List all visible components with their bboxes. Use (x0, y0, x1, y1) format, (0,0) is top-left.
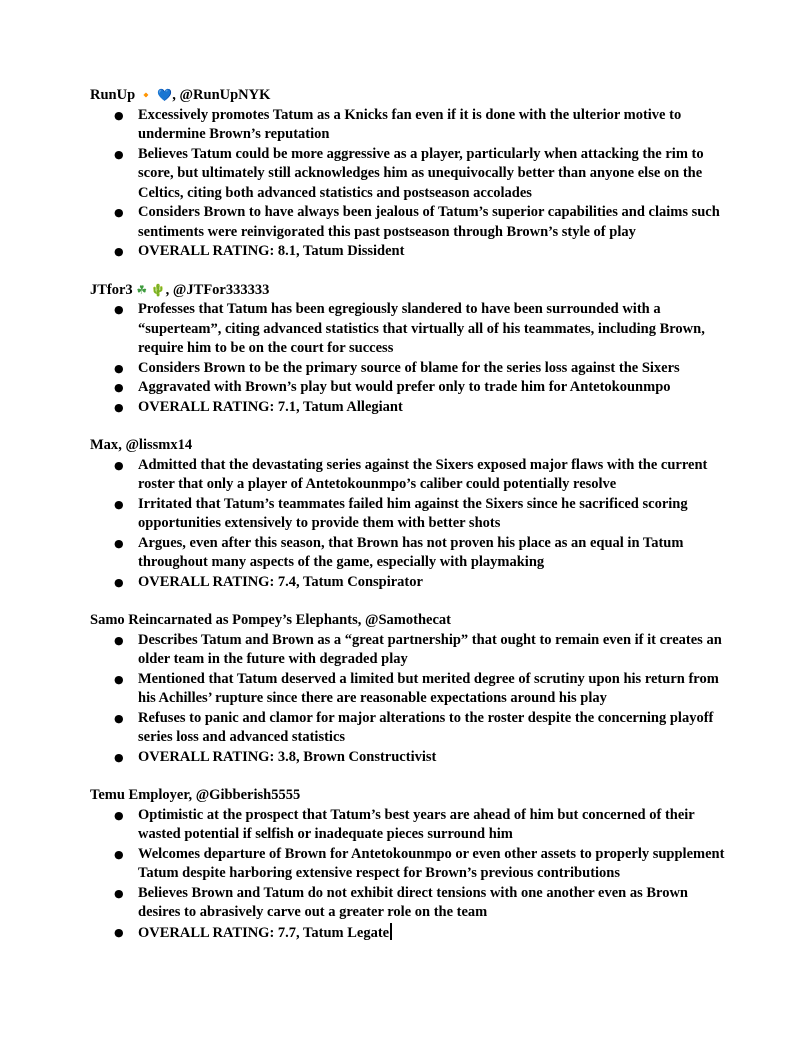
bullet-text: Optimistic at the prospect that Tatum’s best years are ahead of him but concerned of their wasted potential if selfish or inadequate pieces surround him (138, 806, 695, 842)
bullet-icon: ● (114, 381, 124, 394)
rating-text: OVERALL RATING: 7.7, Tatum Legate (138, 924, 390, 941)
bullet-list (90, 456, 730, 593)
bullet-icon: ● (114, 536, 124, 550)
bullet-text: Welcomes departure of Brown for Antetokounmpo or even other assets to properly supplement Tatum despite harboring extensive respect for Brown’s previous contributions (138, 845, 725, 881)
bullet-text: Aggravated with Brown’s play but would prefer only to trade him for Antetokounmpo (138, 379, 671, 395)
list-item (90, 203, 730, 242)
bullet-icon: ● (114, 497, 124, 511)
text-cursor (390, 923, 392, 940)
user-handle: @JTFor333333 (172, 281, 270, 298)
user-section-max (90, 436, 730, 592)
section-heading: Temu Employer, @Gibberish5555 (90, 787, 301, 803)
user-handle: @Gibberish5555 (195, 787, 301, 803)
list-item (90, 456, 730, 495)
cactus-icon: 🌵 (150, 282, 166, 297)
user-handle: @Samothecat (364, 612, 451, 628)
bullet-text: Considers Brown to be the primary source of blame for the series loss against the Sixers (138, 359, 680, 376)
list-item (90, 845, 730, 884)
bullet-icon: ● (114, 672, 124, 686)
list-item (90, 923, 730, 944)
list-item (90, 495, 730, 534)
list-item (90, 806, 730, 845)
user-name: Temu Employer (90, 787, 189, 803)
user-name: Samo Reincarnated as Pompey’s Elephants (90, 612, 358, 628)
rating-text: OVERALL RATING: 7.4, Tatum Conspirator (138, 573, 423, 590)
bullet-list (90, 806, 730, 944)
bullet-icon: ● (114, 925, 124, 939)
blue-heart-icon: 💙 (157, 88, 173, 102)
bullet-icon: ● (114, 847, 124, 861)
list-item (90, 378, 730, 398)
rating-text: OVERALL RATING: 7.1, Tatum Allegiant (138, 398, 403, 415)
bullet-icon: ● (114, 206, 124, 219)
bullet-text: Irritated that Tatum’s teammates failed him against the Sixers since he sacrificed scoring opportunities extensively to provide them with better shots (138, 495, 688, 531)
list-item (90, 573, 730, 593)
rating-text: OVERALL RATING: 3.8, Brown Constructivist (138, 748, 437, 765)
bullet-text: Believes Tatum could be more aggressive as a player, particularly when attacking the rim to score, but ultimately still acknowledges him as unequivocally better than anyone else on the Celtics, citing both advanced statistics and postseason accolades (138, 145, 704, 201)
bullet-text: Refuses to panic and clamor for major alterations to the roster despite the concerning playoff series loss and advanced statistics (138, 709, 714, 745)
section-heading: Samo Reincarnated as Pompey’s Elephants, @Samothecat (90, 612, 451, 628)
user-handle: @RunUpNYK (179, 87, 271, 103)
bullet-icon: ● (114, 108, 124, 122)
list-item (90, 709, 730, 748)
bullet-text: Argues, even after this season, that Brown has not proven his place as an equal in Tatum throughout many aspects of the game, especially with playmaking (138, 534, 684, 570)
section-heading: JTfor3 ☘ 🌵, @JTFor333333 (90, 281, 730, 301)
bullet-text: Professes that Tatum has been egregiously slandered to have been surrounded with a “superteam”, citing advanced statistics that virtually all of his teammates, including Brown, require him to be on the court for success (138, 301, 705, 356)
bullet-icon: ● (114, 633, 124, 647)
bullet-icon: ● (114, 303, 124, 316)
bullet-icon: ● (114, 245, 124, 258)
document-body[interactable] (90, 86, 730, 962)
user-section-runup (90, 86, 730, 262)
user-name: RunUp (90, 87, 136, 103)
bullet-text: Excessively promotes Tatum as a Knicks fan even if it is done with the ulterior motive to undermine Brown’s reputation (138, 106, 682, 142)
bullet-icon: ● (114, 400, 124, 414)
bullet-list (90, 631, 730, 768)
user-section-samo (90, 611, 730, 767)
list-item (90, 670, 730, 709)
user-handle: @lissmx14 (125, 437, 193, 453)
section-heading: RunUp 🔸 💙, @RunUpNYK (90, 86, 730, 106)
user-section-temu (90, 786, 730, 943)
list-item (90, 884, 730, 923)
user-name: JTfor3 (90, 281, 133, 298)
bullet-text: Admitted that the devastating series against the Sixers exposed major flaws with the current roster that only a player of Antetokounmpo’s caliber could potentially resolve (138, 456, 708, 492)
bullet-text: Mentioned that Tatum deserved a limited but merited degree of scrutiny upon his return from his Achilles’ rupture since there are reasonable expectations around his play (138, 670, 719, 706)
bullet-icon: ● (114, 458, 124, 472)
list-item (90, 242, 730, 262)
bullet-text: Believes Brown and Tatum do not exhibit direct tensions with one another even as Brown desires to abrasively carve out a greater role on the team (138, 884, 688, 920)
bullet-icon: ● (114, 808, 124, 822)
list-item (90, 748, 730, 768)
bullet-list (90, 106, 730, 262)
list-item (90, 106, 730, 145)
bullet-text: Considers Brown to have always been jealous of Tatum’s superior capabilities and claims such sentiments were reinvigorated this past postseason through Brown’s style of play (138, 204, 720, 240)
list-item (90, 631, 730, 670)
bullet-icon: ● (114, 711, 124, 725)
list-item (90, 398, 730, 418)
shamrock-icon: ☘ (136, 282, 148, 297)
bullet-list (90, 300, 730, 417)
list-item (90, 534, 730, 573)
list-item (90, 359, 730, 379)
bullet-text: Describes Tatum and Brown as a “great partnership” that ought to remain even if it creates an older team in the future with degraded play (138, 631, 722, 667)
bullet-icon: ● (114, 147, 124, 161)
user-name: Max (90, 437, 119, 453)
bullet-icon: ● (114, 886, 124, 900)
list-item (90, 145, 730, 204)
bullet-icon: ● (114, 575, 124, 589)
list-item (90, 300, 730, 359)
section-heading: Max, @lissmx14 (90, 437, 193, 453)
bullet-icon: ● (114, 750, 124, 764)
orange-diamond-icon: 🔸 (138, 88, 154, 102)
rating-text: OVERALL RATING: 8.1, Tatum Dissident (138, 243, 405, 259)
bullet-icon: ● (114, 361, 124, 375)
user-section-jtfor3 (90, 281, 730, 418)
